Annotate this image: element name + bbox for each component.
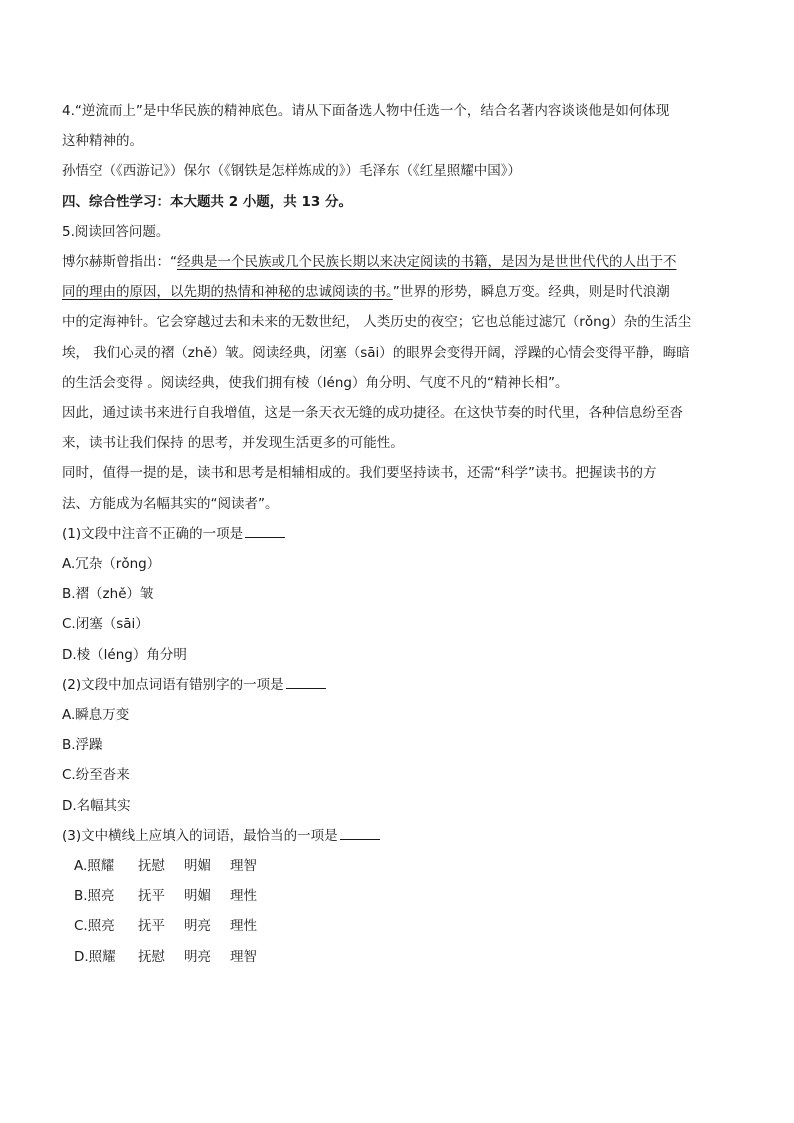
sub3-option-c xyxy=(62,911,732,941)
section-suffix: 分。 xyxy=(325,193,353,210)
quote-underlined-2: 同的理由的原因，以先期的热情和神秘的忠诚阅读的书。 xyxy=(62,284,393,301)
option-word: A.照耀 xyxy=(74,858,115,875)
quote-after: ”世界的形势，瞬息万变。经典，则是时代浪潮 xyxy=(392,284,670,301)
sub1-option-a: A.冗杂（rǒng） xyxy=(62,556,161,573)
quote-underlined-1: 经典是一个民族或几个民族长期以来决定阅读的书籍，是因为是世世代代的人出于不 xyxy=(177,254,677,271)
sub2-option-d: D.名幅其实 xyxy=(62,797,131,814)
option-word: 理智 xyxy=(230,948,257,965)
sub1-option-c: C.闭塞（sāi） xyxy=(62,616,149,633)
passage-p1-line3: 中的定海神针。它会穿越过去和未来的无数世纪， 人类历史的夜空；它也总能过滤冗（rǒng）杂的生活尘 xyxy=(62,314,692,331)
section-mid: 小题，共 xyxy=(242,193,297,210)
sub3-stem-text: (3)文中横线上应填入的词语，最恰当的一项是 xyxy=(62,827,338,844)
q4-stem-line1: 4.“逆流而上”是中华民族的精神底色。请从下面备选人物中任选一个，结合名著内容谈谈他是如何体现 xyxy=(62,103,670,119)
option-word: D.照耀 xyxy=(74,948,116,965)
section-score: 13 xyxy=(301,193,321,210)
passage-p3-line1: 同时，值得一提的是，读书和思考是相辅相成的。我们要坚持读书，还需“科学”读书。把握读书的方 xyxy=(62,465,657,482)
sub2-option-c: C.纷至沓来 xyxy=(62,767,130,784)
option-word: 抚慰 xyxy=(138,948,165,965)
sub3-stem xyxy=(62,821,732,851)
sub2-option-a: A.瞬息万变 xyxy=(62,707,130,724)
passage-p1-line5: 的生活会变得 。阅读经典，使我们拥有棱（léng）角分明、气度不凡的“精神长相”。 xyxy=(62,374,569,391)
sub3-option-b xyxy=(62,881,732,911)
answer-blank[interactable] xyxy=(340,827,380,840)
answer-blank[interactable] xyxy=(286,676,326,689)
sub1-stem-text: (1)文段中注音不正确的一项是 xyxy=(62,525,244,542)
exam-page xyxy=(62,96,732,972)
passage-p1-line1 xyxy=(62,247,732,277)
sub1-stem xyxy=(62,519,732,549)
option-word: B.照亮 xyxy=(74,888,115,905)
passage-p1-line2 xyxy=(62,277,732,307)
option-word: 明媚 xyxy=(184,888,211,905)
answer-blank[interactable] xyxy=(245,525,285,538)
quote-intro: 博尔赫斯曾指出：“ xyxy=(62,254,177,271)
section-prefix: 四、综合性学习：本大题共 xyxy=(62,193,224,210)
option-word: 理性 xyxy=(230,888,257,905)
passage-p2-line1: 因此，通过读书来进行自我增值，这是一条天衣无缝的成功捷径。在这快节奏的时代里，各种信息纷至沓 xyxy=(62,405,683,422)
sub3-option-d xyxy=(62,942,732,972)
q5-title: 5.阅读回答问题。 xyxy=(62,223,170,240)
option-word: 抚平 xyxy=(138,918,165,935)
sub2-stem-text: (2)文段中加点词语有错别字的一项是 xyxy=(62,676,284,693)
option-word: 明亮 xyxy=(184,918,211,935)
sub1-option-b: B.褶（zhě）皱 xyxy=(62,586,154,603)
q4-stem-line2: 这种精神的。 xyxy=(62,133,143,150)
sub2-option-b: B.浮躁 xyxy=(62,737,103,754)
option-word: 明亮 xyxy=(184,948,211,965)
sub1-option-d: D.棱（léng）角分明 xyxy=(62,646,187,663)
q4-candidates: 孙悟空（《西游记》）保尔（《钢铁是怎样炼成的》）毛泽东（《红星照耀中国》） xyxy=(62,163,521,180)
sub3-option-a xyxy=(62,851,732,881)
option-word: 理性 xyxy=(230,918,257,935)
sub2-stem xyxy=(62,670,732,700)
passage-p3-line2: 法、方能成为名幅其实的“阅读者”。 xyxy=(62,495,279,512)
option-word: 抚平 xyxy=(138,888,165,905)
option-word: C.照亮 xyxy=(74,918,115,935)
passage-p2-line2: 来，读书让我们保持 的思考，并发现生活更多的可能性。 xyxy=(62,435,404,452)
section-count: 2 xyxy=(228,193,239,210)
option-word: 抚慰 xyxy=(138,858,165,875)
passage-p1-line4: 埃， 我们心灵的褶（zhě）皱。阅读经典，闭塞（sāi）的眼界会变得开阔，浮躁的心情会变得平静，晦暗 xyxy=(62,344,690,361)
option-word: 理智 xyxy=(230,858,257,875)
section-heading xyxy=(62,187,732,217)
option-word: 明媚 xyxy=(184,858,211,875)
